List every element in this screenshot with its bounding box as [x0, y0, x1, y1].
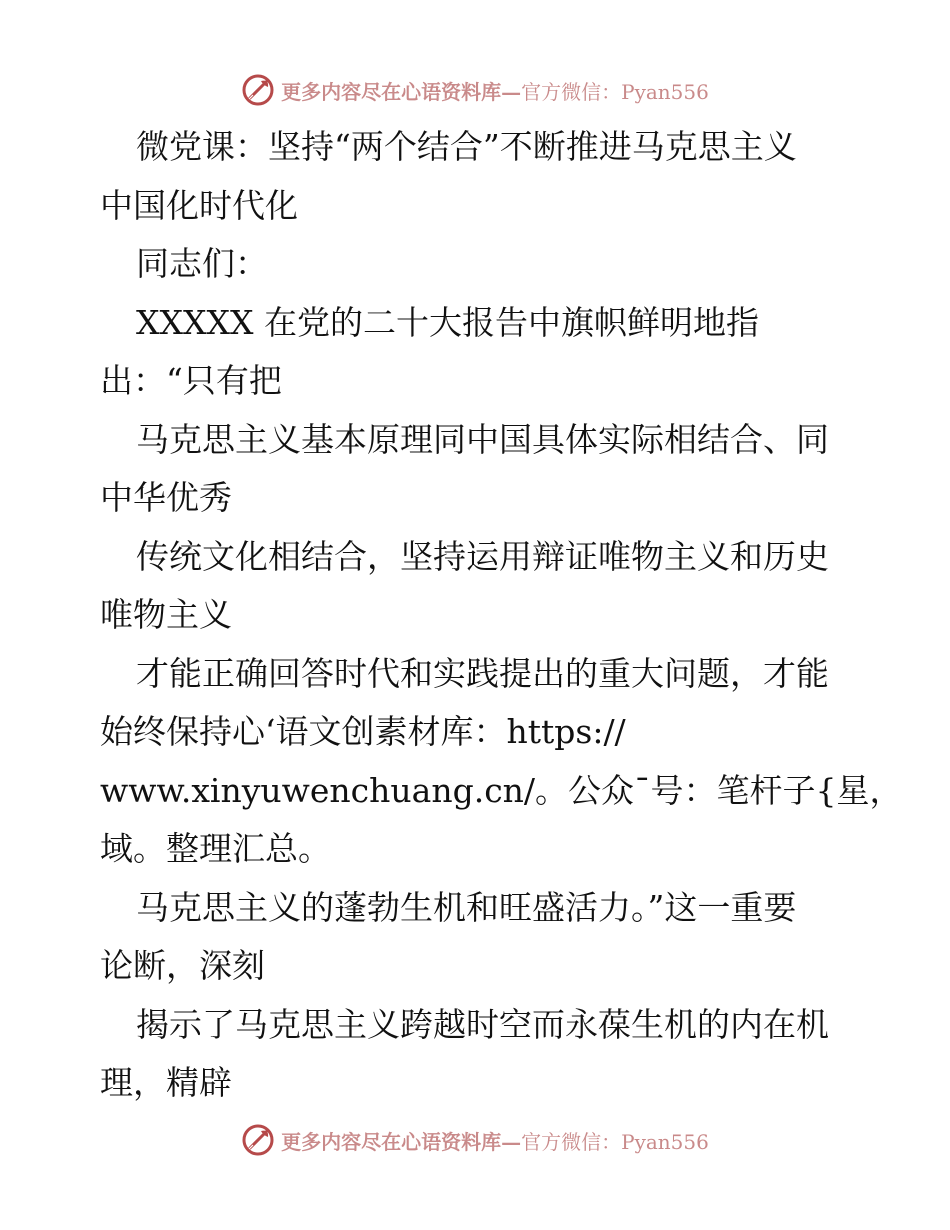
text-line: 才能正确回答时代和实践提出的重大问题，才能: [136, 653, 829, 693]
footer-banner[interactable]: [0, 1120, 950, 1160]
banner-site-name: 更多内容尽在心语资料库: [281, 1129, 502, 1154]
banner-wechat-id: Pyan556: [621, 79, 709, 104]
banner-dash: —: [501, 1129, 522, 1154]
text-line: 同志们：: [136, 244, 268, 283]
header-banner[interactable]: [0, 70, 950, 110]
banner-text: [281, 1126, 709, 1155]
text-line: 唯物主义: [100, 595, 232, 634]
text-line: XXXXX 在党的二十大报告中旗帜鲜明地指: [136, 302, 759, 342]
text-line: 中国化时代化: [100, 185, 298, 225]
quill-logo-icon: [241, 1123, 275, 1157]
text-line: 揭示了马克思主义跨越时空而永葆生机的内在机: [136, 1004, 829, 1044]
banner-wechat-label: 官方微信：: [521, 79, 622, 104]
text-line: 始终保持心‘语文创素材库：https://: [100, 712, 626, 751]
text-line: 理，精辟: [100, 1063, 232, 1102]
text-line: 中华优秀: [100, 478, 232, 517]
text-line: www.xinyuwenchuang.cn/。公众¯号：笔杆子{星，: [100, 770, 903, 810]
quill-logo-icon: [241, 73, 275, 107]
banner-dash: —: [501, 79, 522, 104]
text-line: 微党课：坚持“两个结合”不断推进马克思主义: [136, 127, 797, 166]
text-line: 传统文化相结合，坚持运用辩证唯物主义和历史: [136, 536, 829, 576]
text-line: 论断，深刻: [100, 946, 265, 985]
text-line: 域。整理汇总。: [100, 829, 331, 868]
text-line: 马克思主义的蓬勃生机和旺盛活力。”这一重要: [136, 887, 797, 927]
text-line: 马克思主义基本原理同中国具体实际相结合、同: [136, 419, 829, 459]
banner-wechat-id: Pyan556: [621, 1129, 709, 1154]
text-line: 出：“只有把: [100, 361, 282, 400]
banner-text: [281, 76, 709, 105]
banner-site-name: 更多内容尽在心语资料库: [281, 79, 502, 104]
banner-wechat-label: 官方微信：: [521, 1129, 622, 1154]
document-body: [100, 118, 903, 1113]
